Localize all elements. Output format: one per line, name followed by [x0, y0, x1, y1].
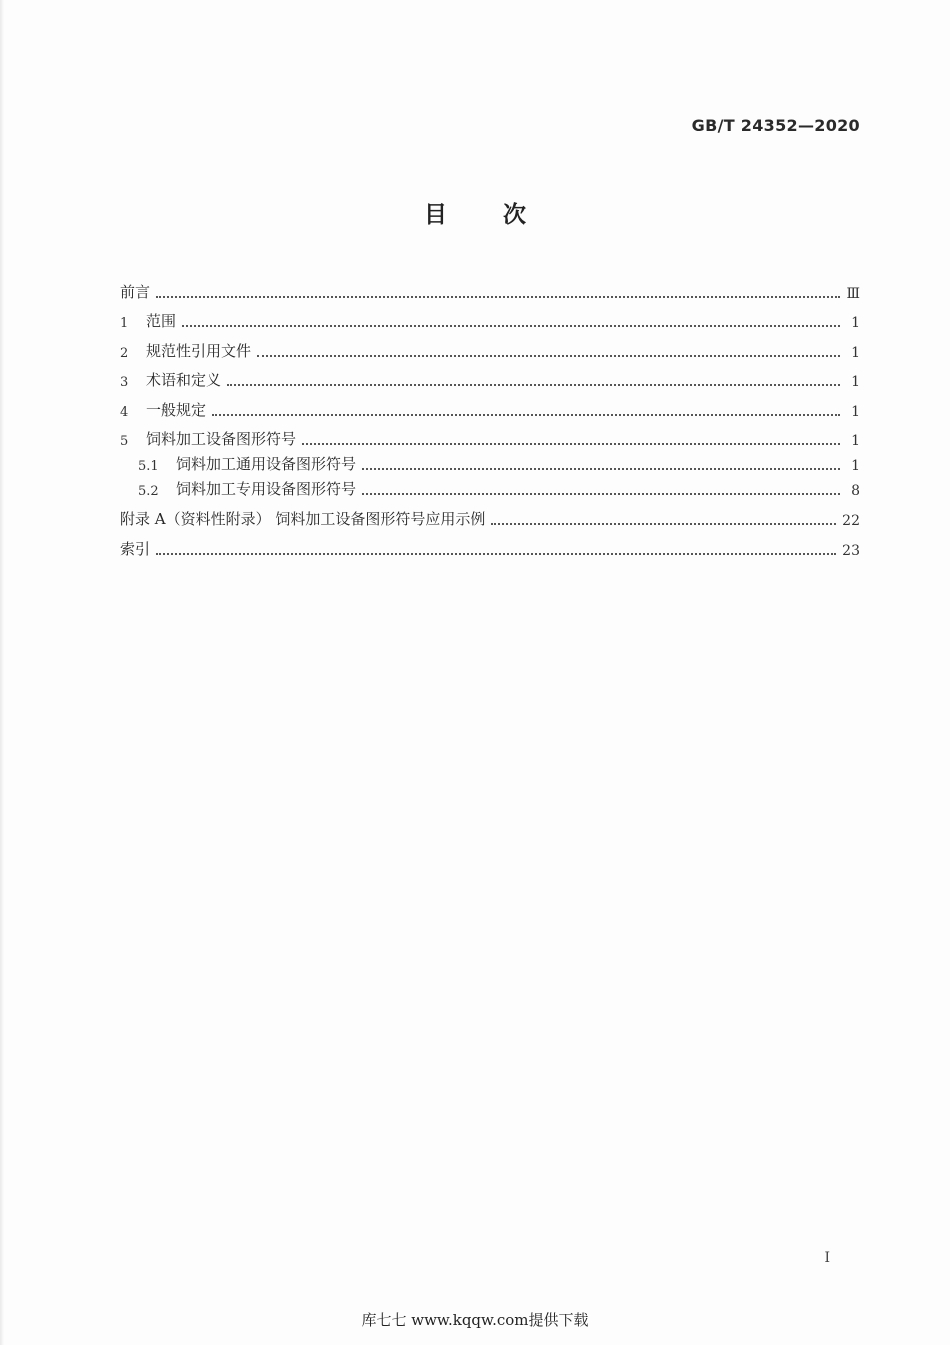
toc-leader-dots: [257, 355, 840, 357]
toc-entry-page: 1: [851, 458, 860, 474]
toc-entry-page: 23: [842, 542, 860, 559]
toc-entry-scope[interactable]: [120, 302, 860, 332]
toc-entry-page: 1: [851, 374, 860, 390]
toc-entry-foreword[interactable]: [120, 272, 860, 302]
toc-entry-page: 1: [851, 403, 860, 420]
toc-leader-dots: [156, 296, 840, 298]
toc-entry-number: 2: [120, 345, 129, 361]
toc-leader-dots: [491, 523, 836, 525]
toc-entry-number: 3: [120, 375, 129, 390]
toc-leader-dots: [156, 553, 836, 555]
toc-entry-number: 4: [120, 404, 129, 420]
toc-entry-text: 索引: [120, 539, 151, 558]
toc-leader-dots: [362, 468, 840, 470]
toc-entry-normative-references[interactable]: [120, 331, 860, 361]
page-number: I: [824, 1250, 830, 1266]
table-of-contents: [120, 272, 860, 559]
toc-entry-special-equipment-symbols[interactable]: [120, 474, 860, 499]
toc-entry-text: 术语和定义: [146, 371, 222, 389]
toc-entry-number: 5.1: [138, 459, 159, 474]
toc-entry-equipment-symbols[interactable]: [120, 420, 860, 450]
toc-leader-dots: [182, 325, 840, 327]
toc-entry-terms-definitions[interactable]: [120, 361, 860, 391]
toc-entry-index[interactable]: [120, 529, 860, 559]
toc-entry-general-rules[interactable]: [120, 390, 860, 420]
toc-entry-text: 前言: [120, 282, 151, 301]
toc-entry-text: 饲料加工通用设备图形符号: [176, 455, 357, 473]
toc-leader-dots: [302, 443, 840, 445]
toc-leader-dots: [227, 384, 840, 386]
toc-entry-page: 1: [851, 433, 860, 449]
toc-leader-dots: [212, 414, 840, 416]
toc-entry-text: 一般规定: [146, 400, 207, 419]
toc-entry-general-equipment-symbols[interactable]: [120, 449, 860, 474]
toc-entry-text: 饲料加工设备图形符号: [146, 430, 297, 448]
toc-entry-text: 附录 A（资料性附录） 饲料加工设备图形符号应用示例: [120, 510, 486, 528]
toc-leader-dots: [362, 493, 840, 495]
toc-entry-page: Ⅲ: [846, 285, 860, 302]
toc-entry-number: 1: [120, 316, 129, 331]
download-source-footer: 库七七 www.kqqw.com提供下载: [361, 1311, 589, 1329]
toc-entry-number: 5: [120, 434, 129, 449]
toc-entry-text: 范围: [146, 312, 177, 330]
toc-entry-text: 规范性引用文件: [146, 341, 252, 360]
document-code: GB/T 24352—2020: [691, 116, 860, 135]
toc-entry-appendix-a[interactable]: [120, 499, 860, 529]
toc-entry-page: 1: [851, 315, 860, 331]
toc-entry-page: 22: [842, 513, 860, 529]
toc-entry-page: 1: [851, 344, 860, 361]
toc-title: 目 次: [423, 202, 526, 228]
toc-entry-text: 饲料加工专用设备图形符号: [176, 480, 357, 498]
toc-entry-page: 8: [851, 483, 860, 499]
toc-entry-number: 5.2: [138, 484, 159, 499]
